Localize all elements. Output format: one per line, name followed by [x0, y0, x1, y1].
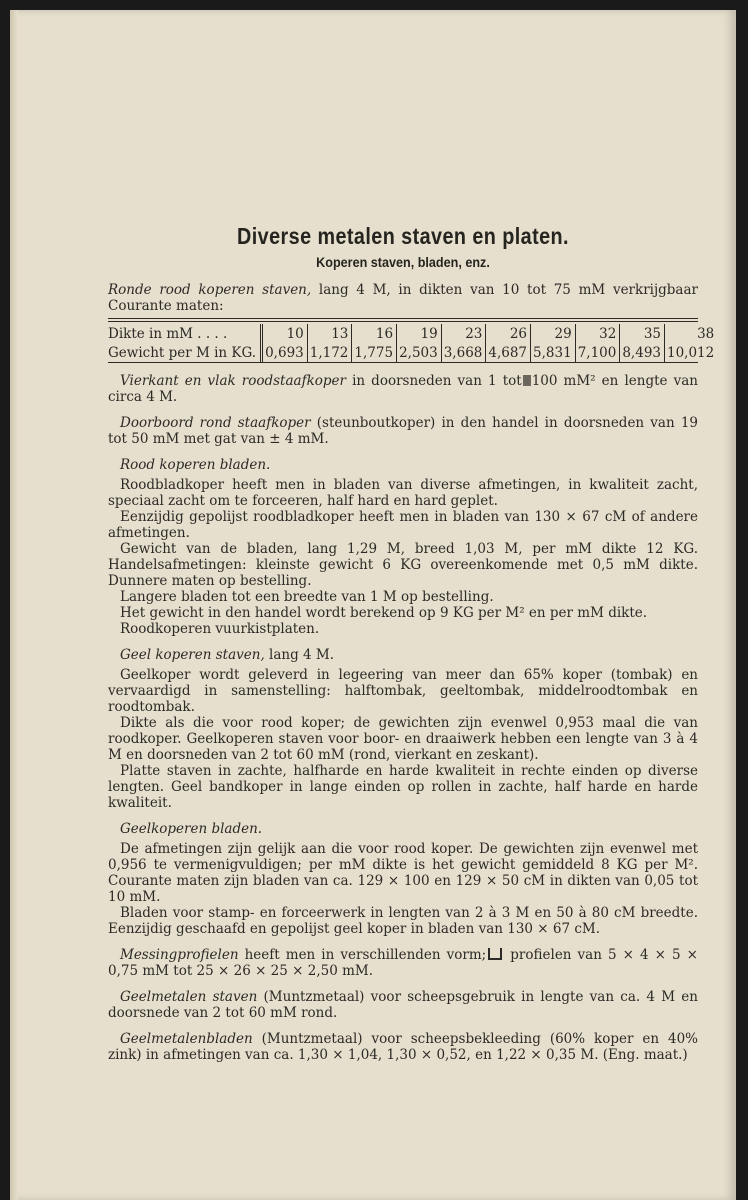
intro-paragraph — [108, 282, 698, 314]
rood-bladen-heading: Rood koperen bladen. — [120, 457, 271, 473]
page-spine — [10, 10, 18, 1200]
geel-staven-p1: Geelkoper wordt geleverd in legeering van meer dan 65% koper (tombak) en vervaardigd in samenstelling: halftombak, geeltombak, middelroodtombak en roodtombak. — [108, 667, 698, 715]
geelmetalen-bladen-paragraph — [108, 1031, 698, 1063]
dikte-cell: 23 — [441, 324, 486, 343]
dikte-cell: 29 — [531, 324, 576, 343]
document-body — [108, 223, 715, 1063]
geel-bladen-p1: De afmetingen zijn gelijk aan die voor rood koper. De gewichten zijn evenwel met 0,956 te vermenigvuldigen; per mM dikte is het gewicht gemiddeld 8 KG per M². Courante maten zijn bladen van ca. 129 × 100 en 129 × 50 cM in dikten van 0,05 tot 10 mM. — [108, 841, 698, 905]
row-label-dikte: Dikte in mM . . . . — [108, 324, 262, 343]
dikte-cell: 16 — [352, 324, 397, 343]
page-title: Diverse metalen staven en platen. — [237, 223, 569, 249]
geel-staven-p2: Dikte als die voor rood koper; de gewichten zijn evenwel 0,953 maal die van roodkoper. Geelkoperen staven voor boor- en draaiwerk hebben een lengte van 3 à 4 M en doorsneden van 2 tot 60 mM (rond, vierkant en zeskant). — [108, 715, 698, 763]
geelmetalen-bladen-text: (Muntzmetaal) voor scheepsbekleeding (60% koper en 40% zink) in afmetingen van ca. 1,30 × 1,04, 1,30 × 0,52, en 1,22 × 0,35 M. (Eng. maat.) — [108, 1031, 698, 1063]
gewicht-cell: 3,668 — [441, 343, 486, 362]
dikte-cell: 19 — [397, 324, 442, 343]
geelmetalen-staven-text: (Muntzmetaal) voor scheepsgebruik in lengte van ca. 4 M en doorsnede van 2 tot 60 mM rond. — [108, 989, 698, 1021]
u-profile-icon — [488, 948, 502, 960]
gewicht-cell: 5,831 — [531, 343, 576, 362]
rood-bladen-p2: Eenzijdig gepolijst roodbladkoper heeft men in bladen van 130 × 67 cM of andere afmetingen. — [108, 509, 698, 541]
row-label-gewicht: Gewicht per M in KG. — [108, 343, 262, 362]
table-top-rule — [108, 318, 698, 322]
intro-text: lang 4 M, in dikten van 10 tot 75 mM verkrijgbaar Courante maten: — [108, 282, 698, 314]
dikte-cell: 32 — [575, 324, 620, 343]
rood-bladen-p5: Het gewicht in den handel wordt berekend op 9 KG per M² en per mM dikte. — [120, 605, 648, 621]
rood-bladen-p1: Roodbladkoper heeft men in bladen van diverse afmetingen, in kwaliteit zacht, speciaal zacht om te forceeren, half hard en hard geplet. — [108, 477, 698, 509]
geel-staven-lead-text: lang 4 M. — [264, 647, 335, 663]
sizes-table — [108, 324, 717, 362]
messing-paragraph — [108, 947, 698, 979]
dikte-cell: 38 — [697, 326, 715, 342]
table-row-gewicht — [108, 343, 717, 362]
gewicht-cell: 4,687 — [486, 343, 531, 362]
vierkant-text-b: 100 mM² en lengte van circa 4 M. — [108, 373, 698, 405]
square-section-icon — [523, 375, 531, 386]
gewicht-cell: 8,493 — [620, 343, 665, 362]
gewicht-cell: 7,100 — [575, 343, 620, 362]
rood-bladen-p6: Roodkoperen vuurkistplaten. — [120, 621, 320, 637]
dikte-cell: 35 — [620, 324, 665, 343]
gewicht-cell: 2,503 — [397, 343, 442, 362]
messing-text-a: heeft men in verschillenden vorm; — [238, 947, 487, 963]
geel-bladen-p2: Bladen voor stamp- en forceerwerk in lengten van 2 à 3 M en 50 à 80 cM breedte. Eenzijdig geschaafd en gepolijst geel koper in bladen van 130 × 67 cM. — [108, 905, 698, 937]
doorboord-text: (steunboutkoper) in den handel in doorsneden van 19 tot 50 mM met gat van ± 4 mM. — [108, 415, 698, 447]
geel-staven-heading — [108, 647, 698, 663]
table-row-dikte — [108, 324, 717, 343]
geelmetalen-staven-paragraph — [108, 989, 698, 1021]
messing-text-b: profielen van 5 × 4 × 5 × 0,75 mM tot 25 × 26 × 25 × 2,50 mM. — [108, 947, 698, 979]
dikte-cell: 13 — [307, 324, 352, 343]
section-subtitle: Koperen staven, bladen, enz. — [316, 254, 490, 270]
rood-bladen-p4: Langere bladen tot een breedte van 1 M op bestelling. — [120, 589, 494, 605]
dikte-cell: 10 — [262, 324, 308, 343]
vierkant-text-a: in doorsneden van 1 tot — [345, 373, 522, 389]
vierkant-paragraph — [108, 373, 698, 405]
intro-lead: Ronde rood koperen staven, — [108, 282, 312, 298]
table-bottom-rule — [108, 362, 698, 363]
rood-bladen-p3: Gewicht van de bladen, lang 1,29 M, breed 1,03 M, per mM dikte 12 KG. Handelsafmetingen: kleinste gewicht 6 KG overeenkomende met 0,5 mM dikte. Dunnere maten op bestelling. — [108, 541, 698, 589]
gewicht-cell: 0,693 — [262, 343, 308, 362]
vierkant-lead: Vierkant en vlak roodstaafkoper — [120, 373, 346, 389]
geel-staven-p3: Platte staven in zachte, halfharde en harde kwaliteit in rechte einden op diverse lengten. Geel bandkoper in lange einden op rollen in zachte, half harde en harde kwaliteit. — [108, 763, 698, 811]
doorboord-lead: Doorboord rond staafkoper — [120, 415, 311, 431]
dikte-cell: 26 — [486, 324, 531, 343]
gewicht-cell: 1,775 — [352, 343, 397, 362]
doorboord-paragraph — [108, 415, 698, 447]
geelmetalen-bladen-lead: Geelmetalenbladen — [120, 1031, 253, 1047]
geel-bladen-heading: Geelkoperen bladen. — [120, 821, 263, 837]
gewicht-cell: 1,172 — [307, 343, 352, 362]
gewicht-cell: 10,012 — [667, 345, 715, 361]
geelmetalen-staven-lead: Geelmetalen staven — [120, 989, 258, 1005]
messing-lead: Messingprofielen — [120, 947, 239, 963]
geel-staven-lead: Geel koperen staven, — [120, 647, 265, 663]
